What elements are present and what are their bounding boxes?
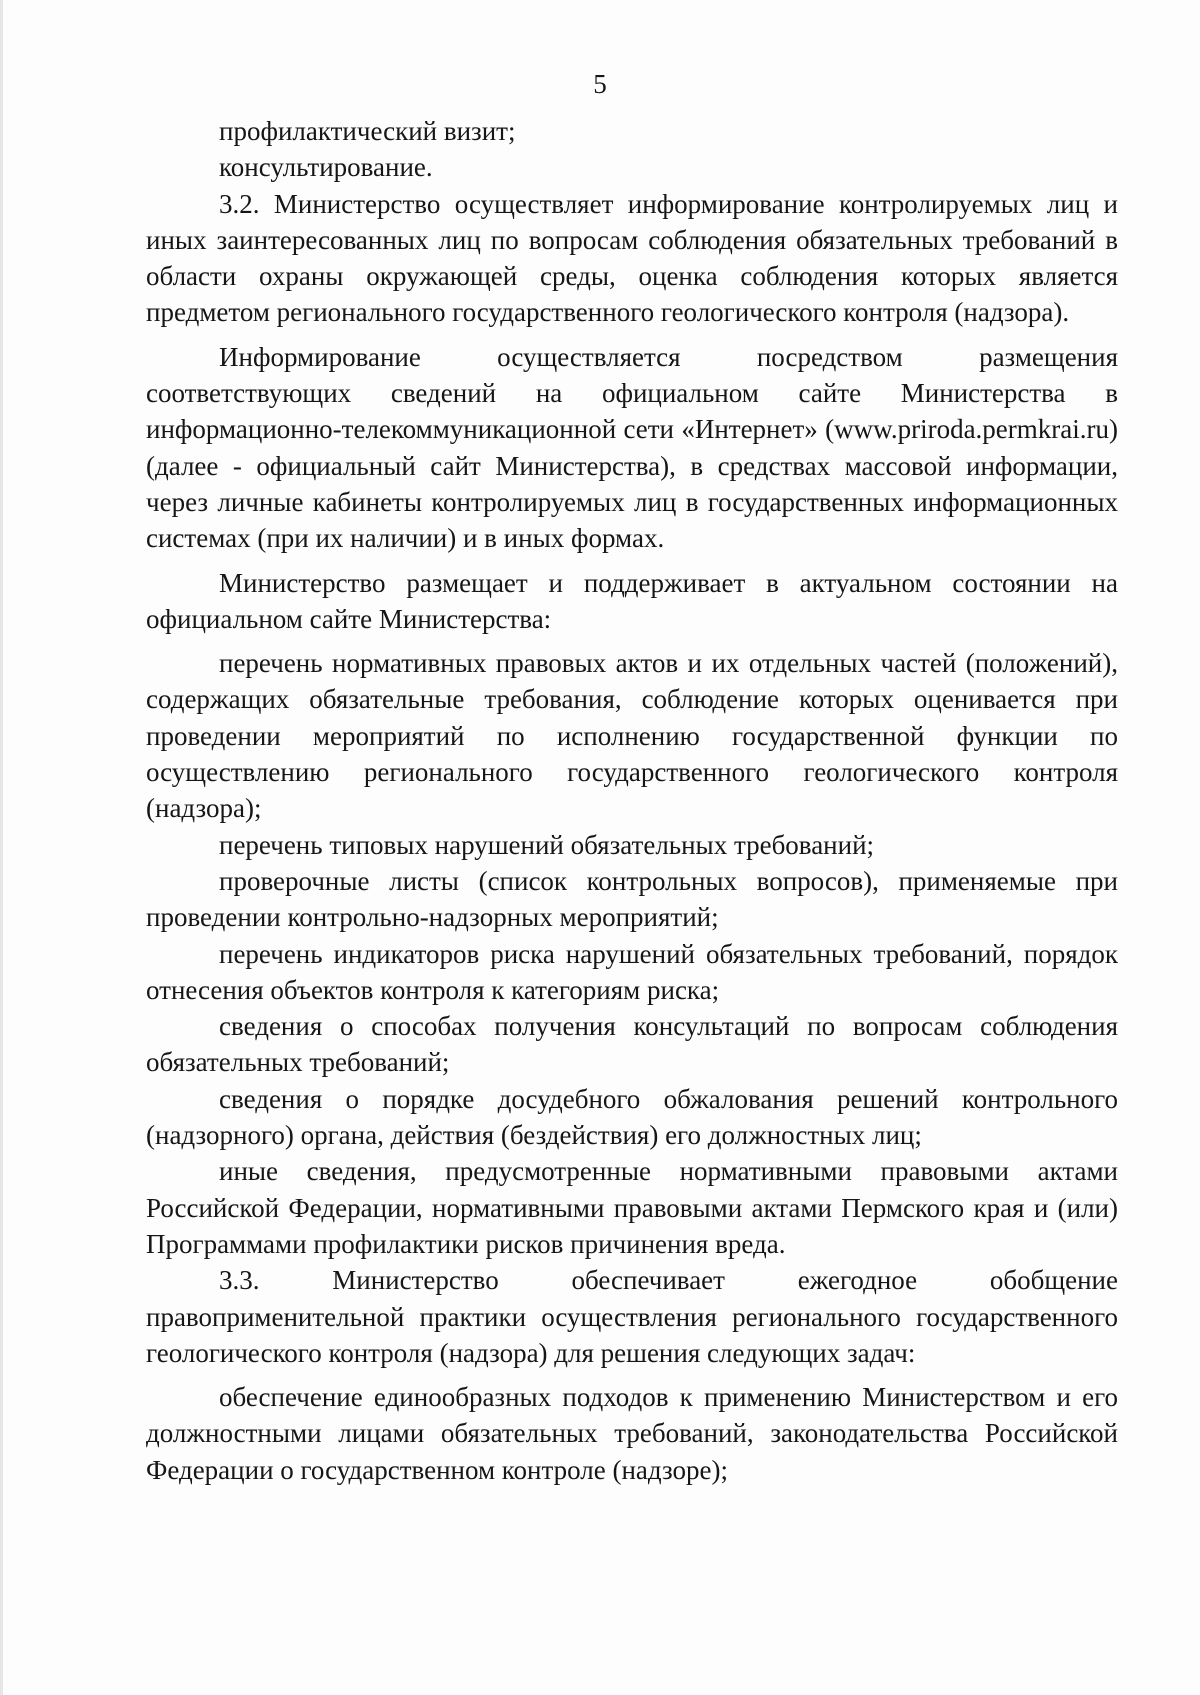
paragraph-10: сведения о способах получения консультаций по вопросам соблюдения обязательных требований; <box>146 1011 1118 1078</box>
paragraph-11: сведения о порядке досудебного обжалования решений контрольного (надзорного) органа, действия (бездействия) его должностных лиц; <box>146 1083 1118 1151</box>
paragraph-13: 3.3. Министерство обеспечивает ежегодное обобщение правоприменительной практики осуществления регионального государственного геологического контроля (надзора) для решения следующих задач: <box>146 1265 1118 1368</box>
paragraph-6: перечень нормативных правовых актов и их отдельных частей (положений), содержащих обязательные требования, соблюдение которых оценивается при проведении мероприятий по исполнению государственной функции по осуществлению регионального государственного геологического контроля (надзора); <box>146 648 1118 824</box>
paragraph-5: Министерство размещает и поддерживает в актуальном состоянии на официальном сайте Министерства: <box>146 567 1118 634</box>
paragraph-4: Информирование осуществляется посредством размещения соответствующих сведений на официальном сайте Министерства в информационно-телекоммуникационной сети «Интернет» (www.priroda.permkrai.ru) (далее - официальный сайт Министерства), в средствах массовой информации, через личные кабинеты контролируемых лиц в государственных информационных системах (при их наличии) и в иных формах. <box>146 341 1118 554</box>
page-number: 5 <box>593 69 607 99</box>
paragraph-3: 3.2. Министерство осуществляет информирование контролируемых лиц и иных заинтересованных лиц по вопросам соблюдения обязательных требований в области охраны окружающей среды, оценка соблюдения которых является предметом регионального государственного геологического контроля (надзора). <box>146 188 1118 328</box>
paragraph-14: обеспечение единообразных подходов к применению Министерством и его должностными лицами обязательных требований, законодательства Российской Федерации о государственном контроле (надзоре); <box>146 1382 1118 1485</box>
paragraph-12: иные сведения, предусмотренные нормативными правовыми актами Российской Федерации, нормативными правовыми актами Пермского края и (или) Программами профилактики рисков причинения вреда. <box>146 1156 1118 1259</box>
paragraph-2: консультирование. <box>219 152 433 183</box>
paragraph-7: перечень типовых нарушений обязательных требований; <box>219 829 875 860</box>
paragraph-9: перечень индикаторов риска нарушений обязательных требований, порядок отнесения объектов контроля к категориям риска; <box>146 938 1118 1005</box>
paragraph-1: профилактический визит; <box>219 116 516 146</box>
scan-edge <box>0 0 3 1695</box>
paragraph-8: проверочные листы (список контрольных вопросов), применяемые при проведении контрольно-надзорных мероприятий; <box>146 865 1118 933</box>
document-body <box>146 113 1118 1488</box>
